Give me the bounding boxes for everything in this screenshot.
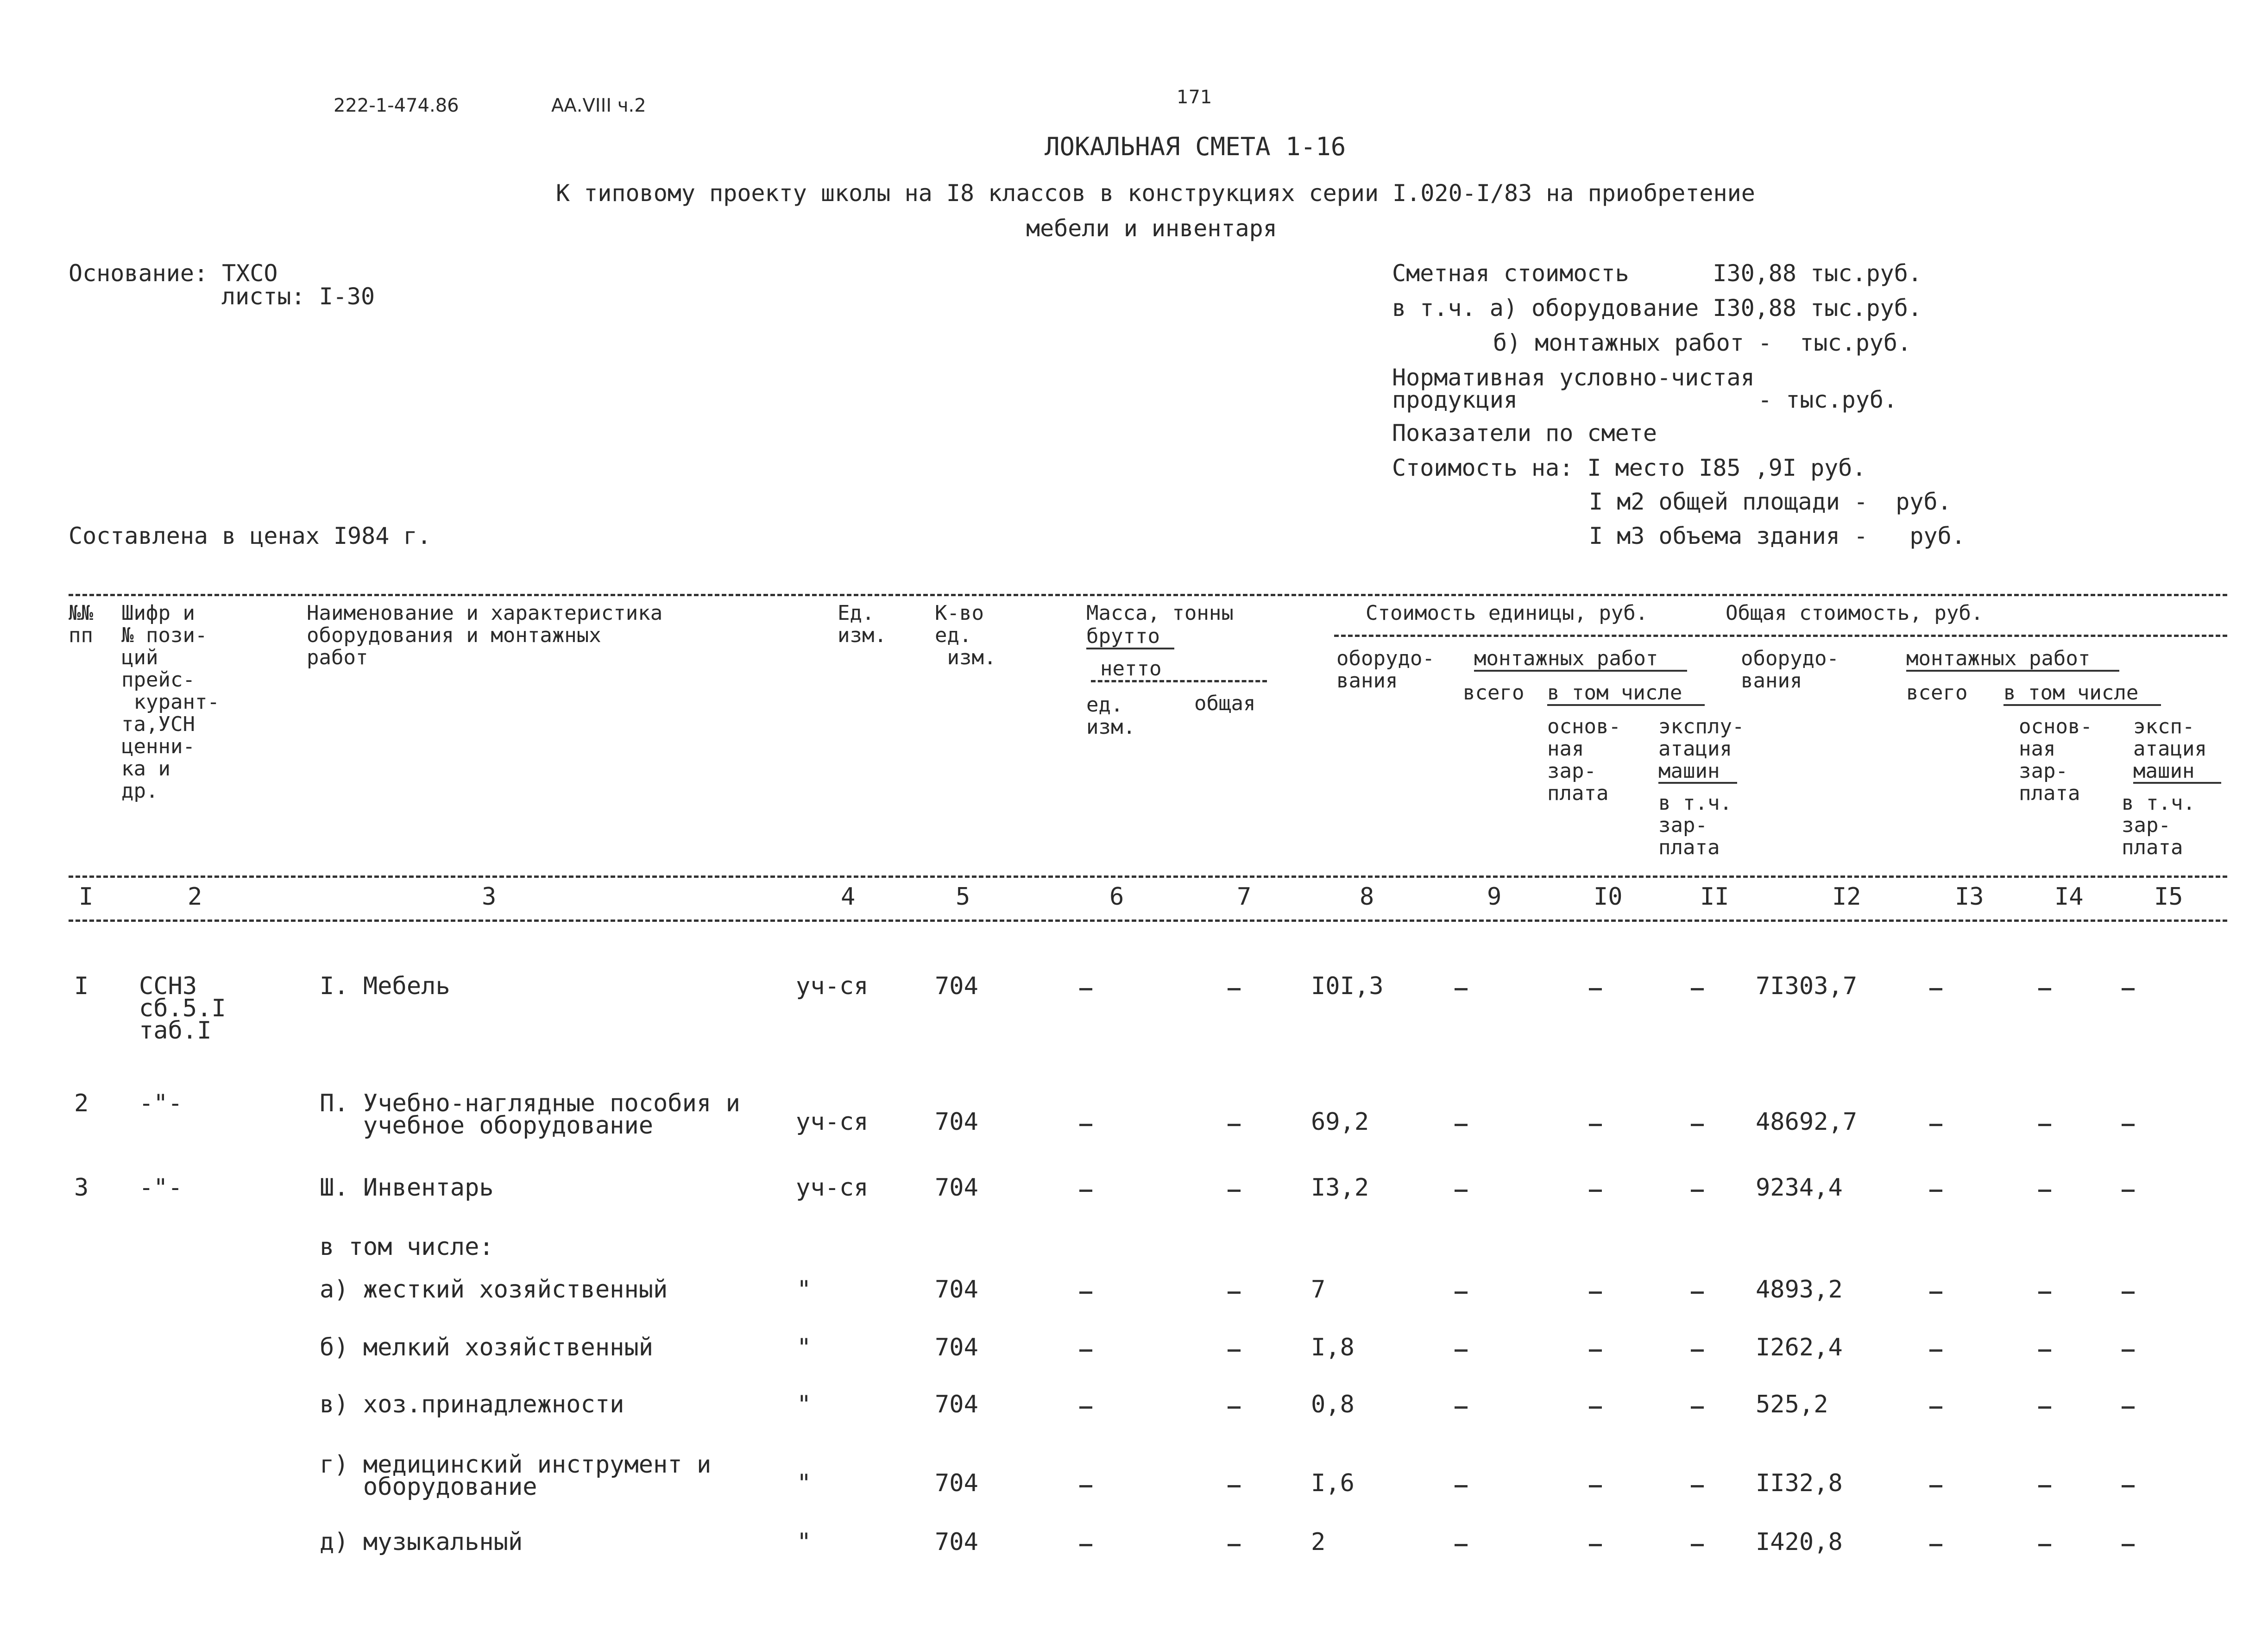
summary-production-label: продукция — [1392, 386, 1518, 413]
machines-total-underline — [2133, 782, 2221, 784]
column-number: I2 — [1832, 883, 1861, 911]
row-equipment-unit-cost: 69,2 — [1311, 1108, 1369, 1136]
empty-cell-dash — [1455, 1124, 1468, 1126]
empty-cell-dash — [1455, 988, 1468, 990]
row-quantity: 704 — [935, 1276, 978, 1304]
row-code: -"- — [139, 1174, 183, 1202]
col-header-incl-salary-total: в т.ч. зар- плата — [2122, 791, 2195, 859]
empty-cell-dash — [1455, 1190, 1468, 1192]
empty-cell-dash — [2038, 1544, 2051, 1546]
row-equipment-total-cost: 9234,4 — [1756, 1174, 1843, 1202]
row-equipment-unit-cost: 2 — [1311, 1528, 1326, 1556]
header-bottom-rule — [69, 875, 2227, 878]
empty-cell-dash — [1691, 1544, 1704, 1546]
empty-cell-dash — [1691, 1406, 1704, 1409]
summary-installation: б) монтажных работ - тыс.руб. — [1493, 329, 1912, 356]
col-header-machines-unit: машин — [1658, 759, 1720, 783]
col-header-machines-total: машин — [2133, 759, 2195, 783]
row-equipment-total-cost: 48692,7 — [1756, 1108, 1858, 1136]
row-unit: " — [797, 1528, 812, 1556]
empty-cell-dash — [2038, 988, 2051, 990]
empty-cell-dash — [1589, 1291, 1602, 1294]
empty-cell-dash — [1589, 1124, 1602, 1126]
empty-cell-dash — [1691, 1485, 1704, 1487]
empty-cell-dash — [2038, 1485, 2051, 1487]
gross-underline — [1086, 648, 1174, 649]
row-unit: " — [797, 1391, 812, 1418]
col-header-base-salary-total: основ- ная зар- плата — [2019, 715, 2092, 805]
empty-cell-dash — [1589, 1406, 1602, 1409]
column-number: I0 — [1594, 883, 1623, 911]
empty-cell-dash — [2122, 1406, 2135, 1409]
row-quantity: 704 — [935, 972, 978, 1000]
row-equipment-unit-cost: I0I,3 — [1311, 972, 1384, 1000]
document-subtitle-line-2: мебели и инвентаря — [1026, 215, 1277, 242]
column-number: I4 — [2054, 883, 2084, 911]
column-number: 6 — [1109, 883, 1124, 911]
col-header-mass-total: общая — [1194, 692, 1256, 715]
col-header-name: Наименование и характеристика оборудования и монтажных работ — [307, 601, 663, 669]
col-header-unit: Ед. изм. — [838, 601, 887, 647]
col-header-unit-cost: Стоимость единицы, руб. — [1366, 601, 1648, 625]
row-equipment-unit-cost: 0,8 — [1311, 1391, 1354, 1418]
col-header-quantity: К-во ед. изм. — [935, 601, 996, 669]
col-header-code: Шифр и № пози- ций прейс- курант- та,УСН ценни- ка и др. — [121, 601, 220, 803]
column-number: 2 — [188, 883, 202, 911]
empty-cell-dash — [1228, 988, 1241, 990]
column-number: 7 — [1237, 883, 1252, 911]
empty-cell-dash — [1929, 1291, 1942, 1294]
empty-cell-dash — [1228, 1485, 1241, 1487]
empty-cell-dash — [2122, 1349, 2135, 1352]
col-header-gross: брутто — [1086, 624, 1160, 648]
empty-cell-dash — [1228, 1124, 1241, 1126]
summary-cost-per-place: Стоимость на: I место I85 ,9I руб. — [1392, 454, 1866, 481]
empty-cell-dash — [2122, 1485, 2135, 1487]
empty-cell-dash — [1589, 1190, 1602, 1192]
summary-equipment: в т.ч. а) оборудование I30,88 тыс.руб. — [1392, 295, 1922, 321]
empty-cell-dash — [1929, 1485, 1942, 1487]
empty-cell-dash — [1929, 1406, 1942, 1409]
installation-total-underline — [1906, 670, 2119, 672]
col-header-including-unit: в том числе — [1547, 681, 1682, 705]
row-unit: " — [797, 1334, 812, 1361]
cost-subheader-rule — [1334, 635, 2227, 637]
empty-cell-dash — [1929, 1190, 1942, 1192]
row-name: I. Мебель — [320, 972, 450, 1000]
empty-cell-dash — [2038, 1190, 2051, 1192]
page-number: 171 — [1177, 87, 1212, 108]
column-number: I5 — [2154, 883, 2183, 911]
col-header-installation-unit: монтажных работ — [1474, 647, 1658, 670]
row-quantity: 704 — [935, 1528, 978, 1556]
document-subtitle-line-1: К типовому проекту школы на I8 классов в конструкциях серии I.020-I/83 на приобретение — [556, 180, 1755, 207]
document-title: ЛОКАЛЬНАЯ СМЕТА 1-16 — [1045, 132, 1346, 161]
empty-cell-dash — [1929, 1124, 1942, 1126]
row-equipment-unit-cost: 7 — [1311, 1276, 1326, 1304]
basis-line: Основание: ТХСО — [69, 260, 278, 287]
empty-cell-dash — [1228, 1406, 1241, 1409]
empty-cell-dash — [1228, 1349, 1241, 1352]
empty-cell-dash — [1079, 1190, 1092, 1192]
including-unit-underline — [1547, 704, 1705, 706]
col-header-including-total: в том числе — [2003, 681, 2139, 705]
summary-indicators-label: Показатели по смете — [1392, 420, 1657, 447]
row-equipment-unit-cost: I,6 — [1311, 1469, 1354, 1497]
row-number: 3 — [74, 1174, 89, 1202]
row-number: I — [74, 972, 89, 1000]
column-number: I — [79, 883, 94, 911]
column-number: I3 — [1955, 883, 1984, 911]
row-equipment-unit-cost: I3,2 — [1311, 1174, 1369, 1202]
empty-cell-dash — [2122, 1190, 2135, 1192]
document-code: 222-1-474.86 — [334, 95, 459, 116]
col-header-equipment-unit: оборудо- вания — [1336, 647, 1435, 693]
empty-cell-dash — [1589, 1349, 1602, 1352]
row-name: б) мелкий хозяйственный — [320, 1334, 654, 1361]
empty-cell-dash — [1455, 1406, 1468, 1409]
summary-normative-label: Нормативная условно-чистая — [1392, 364, 1755, 391]
empty-cell-dash — [1228, 1291, 1241, 1294]
column-number: 8 — [1360, 883, 1374, 911]
col-header-net: нетто — [1100, 657, 1162, 680]
row-unit: " — [797, 1276, 812, 1304]
empty-cell-dash — [1691, 1190, 1704, 1192]
row-unit: уч-ся — [796, 972, 869, 1000]
empty-cell-dash — [1691, 1124, 1704, 1126]
including-total-underline — [2003, 704, 2161, 706]
empty-cell-dash — [1691, 1291, 1704, 1294]
row-equipment-unit-cost: I,8 — [1311, 1334, 1354, 1361]
col-header-total-cost: Общая стоимость, руб. — [1726, 601, 1984, 625]
empty-cell-dash — [1455, 1485, 1468, 1487]
prices-year-line: Составлена в ценах I984 г. — [69, 523, 431, 549]
column-number: 3 — [482, 883, 497, 911]
row-quantity: 704 — [935, 1469, 978, 1497]
empty-cell-dash — [1589, 1544, 1602, 1546]
row-name: Ш. Инвентарь — [320, 1174, 494, 1202]
column-number: II — [1700, 883, 1729, 911]
row-equipment-total-cost: 525,2 — [1756, 1391, 1828, 1418]
column-number: 9 — [1487, 883, 1502, 911]
row-quantity: 704 — [935, 1334, 978, 1361]
row-name: в) хоз.принадлежности — [320, 1391, 624, 1418]
row-unit: уч-ся — [796, 1108, 869, 1136]
row-equipment-total-cost: 4893,2 — [1756, 1276, 1843, 1304]
empty-cell-dash — [1079, 1349, 1092, 1352]
row-name: д) музыкальный — [320, 1528, 523, 1556]
row-name: П. Учебно-наглядные пособия и учебное оборудование — [320, 1090, 740, 1140]
col-header-installation-total: монтажных работ — [1906, 647, 2091, 670]
col-header-machine-operation-total: эксп- атация — [2133, 715, 2207, 761]
row-equipment-total-cost: 7I303,7 — [1756, 972, 1858, 1000]
empty-cell-dash — [2038, 1124, 2051, 1126]
row-code: -"- — [139, 1090, 183, 1117]
album-reference: АА.VIII ч.2 — [551, 95, 646, 116]
machines-unit-underline — [1658, 782, 1737, 784]
empty-cell-dash — [1455, 1349, 1468, 1352]
empty-cell-dash — [1079, 988, 1092, 990]
row-code: ССНЗ сб.5.I таб.I — [139, 972, 226, 1045]
empty-cell-dash — [1228, 1190, 1241, 1192]
col-header-number: №№ пп — [69, 601, 93, 647]
row-number: 2 — [74, 1090, 89, 1117]
summary-cost-per-m2: I м2 общей площади - руб. — [1589, 488, 1952, 515]
row-equipment-total-cost: I262,4 — [1756, 1334, 1843, 1361]
sheets-line: листы: I-30 — [221, 283, 375, 310]
row-quantity: 704 — [935, 1108, 978, 1136]
empty-cell-dash — [2038, 1349, 2051, 1352]
empty-cell-dash — [1589, 1485, 1602, 1487]
empty-cell-dash — [2038, 1291, 2051, 1294]
col-header-equipment-total: оборудо- вания — [1741, 647, 1839, 693]
col-header-total-total: всего — [1906, 681, 1968, 705]
empty-cell-dash — [1079, 1406, 1092, 1409]
empty-cell-dash — [1455, 1291, 1468, 1294]
empty-cell-dash — [1079, 1544, 1092, 1546]
column-number-rule — [69, 920, 2227, 922]
empty-cell-dash — [1691, 988, 1704, 990]
row-equipment-total-cost: II32,8 — [1756, 1469, 1843, 1497]
empty-cell-dash — [1691, 1349, 1704, 1352]
col-header-mass: Масса, тонны — [1086, 601, 1234, 625]
empty-cell-dash — [2038, 1406, 2051, 1409]
empty-cell-dash — [1079, 1485, 1092, 1487]
empty-cell-dash — [1079, 1291, 1092, 1294]
row-equipment-total-cost: I420,8 — [1756, 1528, 1843, 1556]
col-header-mass-per-unit: ед. изм. — [1086, 693, 1135, 739]
summary-cost-per-m3: I м3 объема здания - руб. — [1589, 523, 1966, 549]
col-header-incl-salary-unit: в т.ч. зар- плата — [1658, 791, 1732, 859]
column-number: 4 — [841, 883, 856, 911]
col-header-machine-operation-unit: эксплу- атация — [1658, 715, 1745, 761]
empty-cell-dash — [1589, 988, 1602, 990]
empty-cell-dash — [1079, 1124, 1092, 1126]
row-quantity: 704 — [935, 1391, 978, 1418]
row-name: г) медицинский инструмент и оборудование — [320, 1451, 712, 1501]
empty-cell-dash — [1929, 1349, 1942, 1352]
empty-cell-dash — [1929, 988, 1942, 990]
empty-cell-dash — [2122, 1544, 2135, 1546]
column-number: 5 — [956, 883, 970, 911]
row-name: а) жесткий хозяйственный — [320, 1276, 668, 1304]
empty-cell-dash — [2122, 1291, 2135, 1294]
col-header-base-salary-unit: основ- ная зар- плата — [1547, 715, 1621, 805]
row-unit: уч-ся — [796, 1174, 869, 1202]
empty-cell-dash — [1455, 1544, 1468, 1546]
summary-estimated-cost: Сметная стоимость I30,88 тыс.руб. — [1392, 260, 1922, 287]
row-unit: " — [797, 1469, 812, 1497]
row-name: в том числе: — [320, 1233, 494, 1261]
summary-production-value: - тыс.руб. — [1758, 386, 1898, 413]
row-quantity: 704 — [935, 1174, 978, 1202]
table-top-rule — [69, 594, 2227, 596]
empty-cell-dash — [2122, 988, 2135, 990]
empty-cell-dash — [1929, 1544, 1942, 1546]
col-header-total-unit: всего — [1463, 681, 1525, 705]
empty-cell-dash — [2122, 1124, 2135, 1126]
installation-unit-underline — [1474, 670, 1687, 672]
empty-cell-dash — [1228, 1544, 1241, 1546]
